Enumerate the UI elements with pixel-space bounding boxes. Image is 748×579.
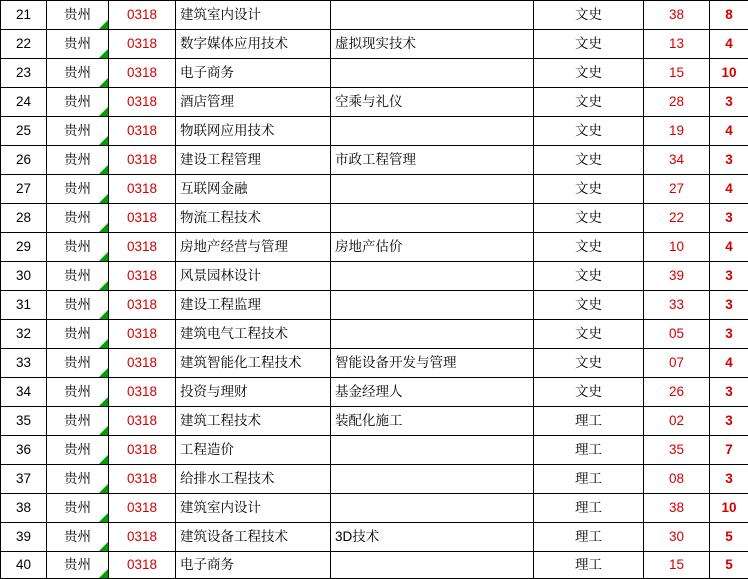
cell-province[interactable]: 贵州 — [47, 262, 109, 291]
cell-major[interactable]: 建筑工程技术 — [176, 407, 331, 436]
comment-marker-icon — [99, 484, 108, 493]
cell-category[interactable]: 文史 — [534, 291, 644, 320]
cell-code[interactable]: 0318 — [109, 1, 176, 30]
cell-direction[interactable] — [331, 175, 534, 204]
cell-index[interactable]: 29 — [1, 233, 47, 262]
cell-index[interactable]: 38 — [1, 494, 47, 523]
cell-province[interactable]: 贵州 — [47, 146, 109, 175]
cell-category[interactable]: 文史 — [534, 1, 644, 30]
cell-category[interactable]: 文史 — [534, 204, 644, 233]
cell-direction[interactable]: 虚拟现实技术 — [331, 30, 534, 59]
cell-category[interactable]: 文史 — [534, 262, 644, 291]
cell-major[interactable]: 建筑室内设计 — [176, 494, 331, 523]
cell-count[interactable]: 5 — [710, 552, 748, 579]
table-row[interactable] — [1, 494, 748, 523]
cell-score[interactable]: 15 — [644, 552, 710, 579]
cell-category[interactable]: 理工 — [534, 552, 644, 579]
comment-marker-icon — [99, 310, 108, 319]
cell-category[interactable]: 文史 — [534, 175, 644, 204]
cell-category[interactable]: 文史 — [534, 233, 644, 262]
cell-direction[interactable] — [331, 204, 534, 233]
cell-count[interactable]: 3 — [710, 146, 748, 175]
cell-index[interactable]: 30 — [1, 262, 47, 291]
cell-count[interactable]: 8 — [710, 1, 748, 30]
cell-count[interactable]: 10 — [710, 494, 748, 523]
cell-count[interactable]: 4 — [710, 349, 748, 378]
cell-code[interactable]: 0318 — [109, 88, 176, 117]
cell-category[interactable]: 理工 — [534, 465, 644, 494]
comment-marker-icon — [99, 339, 108, 348]
cell-category[interactable]: 文史 — [534, 88, 644, 117]
cell-index[interactable]: 27 — [1, 175, 47, 204]
table-row[interactable] — [1, 407, 748, 436]
comment-marker-icon — [99, 20, 108, 29]
cell-index[interactable]: 39 — [1, 523, 47, 552]
cell-score[interactable]: 38 — [644, 1, 710, 30]
cell-direction[interactable] — [331, 59, 534, 88]
cell-category[interactable]: 文史 — [534, 30, 644, 59]
cell-province[interactable]: 贵州 — [47, 59, 109, 88]
cell-code[interactable]: 0318 — [109, 523, 176, 552]
cell-score[interactable]: 02 — [644, 407, 710, 436]
cell-direction[interactable] — [331, 436, 534, 465]
cell-score[interactable]: 34 — [644, 146, 710, 175]
cell-score[interactable]: 35 — [644, 436, 710, 465]
comment-marker-icon — [99, 281, 108, 290]
table-body — [1, 1, 748, 579]
cell-index[interactable]: 32 — [1, 320, 47, 349]
cell-count[interactable]: 3 — [710, 378, 748, 407]
cell-province[interactable]: 贵州 — [47, 204, 109, 233]
comment-marker-icon — [99, 107, 108, 116]
cell-major[interactable]: 工程造价 — [176, 436, 331, 465]
cell-index[interactable]: 31 — [1, 291, 47, 320]
cell-category[interactable]: 理工 — [534, 523, 644, 552]
cell-score[interactable]: 27 — [644, 175, 710, 204]
table-row[interactable] — [1, 146, 748, 175]
cell-code[interactable]: 0318 — [109, 233, 176, 262]
cell-major[interactable]: 房地产经营与管理 — [176, 233, 331, 262]
cell-province[interactable]: 贵州 — [47, 378, 109, 407]
cell-major[interactable]: 投资与理财 — [176, 378, 331, 407]
table-row[interactable] — [1, 349, 748, 378]
cell-index[interactable]: 35 — [1, 407, 47, 436]
cell-direction[interactable] — [331, 262, 534, 291]
cell-category[interactable]: 文史 — [534, 320, 644, 349]
table-row[interactable] — [1, 30, 748, 59]
cell-score[interactable]: 39 — [644, 262, 710, 291]
cell-major[interactable]: 物流工程技术 — [176, 204, 331, 233]
cell-count[interactable]: 7 — [710, 436, 748, 465]
cell-province[interactable]: 贵州 — [47, 175, 109, 204]
cell-score[interactable]: 15 — [644, 59, 710, 88]
cell-province[interactable]: 贵州 — [47, 1, 109, 30]
cell-province[interactable]: 贵州 — [47, 320, 109, 349]
cell-count[interactable]: 3 — [710, 204, 748, 233]
cell-code[interactable]: 0318 — [109, 59, 176, 88]
cell-major[interactable]: 建筑室内设计 — [176, 1, 331, 30]
cell-index[interactable]: 40 — [1, 552, 47, 579]
table-row[interactable] — [1, 320, 748, 349]
cell-code[interactable]: 0318 — [109, 436, 176, 465]
cell-code[interactable]: 0318 — [109, 117, 176, 146]
cell-category[interactable]: 文史 — [534, 349, 644, 378]
cell-count[interactable]: 4 — [710, 175, 748, 204]
cell-count[interactable]: 10 — [710, 59, 748, 88]
cell-category[interactable]: 文史 — [534, 59, 644, 88]
cell-score[interactable]: 26 — [644, 378, 710, 407]
cell-code[interactable]: 0318 — [109, 146, 176, 175]
cell-province[interactable]: 贵州 — [47, 88, 109, 117]
cell-index[interactable]: 24 — [1, 88, 47, 117]
cell-category[interactable]: 理工 — [534, 494, 644, 523]
cell-province[interactable]: 贵州 — [47, 436, 109, 465]
cell-count[interactable]: 4 — [710, 233, 748, 262]
cell-index[interactable]: 34 — [1, 378, 47, 407]
cell-score[interactable]: 13 — [644, 30, 710, 59]
cell-major[interactable]: 建筑设备工程技术 — [176, 523, 331, 552]
cell-index[interactable]: 26 — [1, 146, 47, 175]
cell-score[interactable]: 08 — [644, 465, 710, 494]
cell-major[interactable]: 电子商务 — [176, 552, 331, 579]
cell-major[interactable]: 酒店管理 — [176, 88, 331, 117]
comment-marker-icon — [99, 49, 108, 58]
cell-direction[interactable]: 智能设备开发与管理 — [331, 349, 534, 378]
table-row[interactable] — [1, 233, 748, 262]
comment-marker-icon — [99, 513, 108, 522]
comment-marker-icon — [99, 368, 108, 377]
comment-marker-icon — [99, 136, 108, 145]
table-row[interactable] — [1, 436, 748, 465]
cell-code[interactable]: 0318 — [109, 175, 176, 204]
cell-code[interactable]: 0318 — [109, 262, 176, 291]
cell-direction[interactable] — [331, 117, 534, 146]
cell-score[interactable]: 22 — [644, 204, 710, 233]
cell-count[interactable]: 3 — [710, 465, 748, 494]
cell-direction[interactable]: 3D技术 — [331, 523, 534, 552]
table-row[interactable] — [1, 291, 748, 320]
cell-direction[interactable] — [331, 494, 534, 523]
cell-score[interactable]: 38 — [644, 494, 710, 523]
cell-count[interactable]: 5 — [710, 523, 748, 552]
cell-code[interactable]: 0318 — [109, 30, 176, 59]
comment-marker-icon — [99, 252, 108, 261]
cell-direction[interactable]: 装配化施工 — [331, 407, 534, 436]
cell-category[interactable]: 文史 — [534, 146, 644, 175]
cell-category[interactable]: 理工 — [534, 407, 644, 436]
cell-major[interactable]: 建设工程管理 — [176, 146, 331, 175]
cell-index[interactable]: 37 — [1, 465, 47, 494]
cell-count[interactable]: 3 — [710, 407, 748, 436]
cell-index[interactable]: 22 — [1, 30, 47, 59]
cell-major[interactable]: 建筑智能化工程技术 — [176, 349, 331, 378]
cell-province[interactable]: 贵州 — [47, 30, 109, 59]
cell-province[interactable]: 贵州 — [47, 407, 109, 436]
cell-code[interactable]: 0318 — [109, 465, 176, 494]
cell-major[interactable]: 互联网金融 — [176, 175, 331, 204]
cell-major[interactable]: 物联网应用技术 — [176, 117, 331, 146]
cell-major[interactable]: 电子商务 — [176, 59, 331, 88]
table-row[interactable] — [1, 552, 748, 579]
cell-major[interactable]: 建筑电气工程技术 — [176, 320, 331, 349]
cell-score[interactable]: 33 — [644, 291, 710, 320]
comment-marker-icon — [99, 194, 108, 203]
cell-category[interactable]: 文史 — [534, 117, 644, 146]
cell-score[interactable]: 05 — [644, 320, 710, 349]
comment-marker-icon — [99, 426, 108, 435]
cell-province[interactable]: 贵州 — [47, 291, 109, 320]
cell-code[interactable]: 0318 — [109, 349, 176, 378]
comment-marker-icon — [99, 397, 108, 406]
cell-count[interactable]: 3 — [710, 320, 748, 349]
cell-category[interactable]: 理工 — [534, 436, 644, 465]
table-row[interactable] — [1, 465, 748, 494]
cell-score[interactable]: 28 — [644, 88, 710, 117]
cell-code[interactable]: 0318 — [109, 291, 176, 320]
comment-marker-icon — [99, 223, 108, 232]
cell-direction[interactable] — [331, 465, 534, 494]
cell-province[interactable]: 贵州 — [47, 117, 109, 146]
cell-code[interactable]: 0318 — [109, 320, 176, 349]
table-row[interactable] — [1, 1, 748, 30]
cell-code[interactable]: 0318 — [109, 204, 176, 233]
cell-code[interactable]: 0318 — [109, 407, 176, 436]
cell-major[interactable]: 建设工程监理 — [176, 291, 331, 320]
cell-major[interactable]: 风景园林设计 — [176, 262, 331, 291]
cell-direction[interactable] — [331, 320, 534, 349]
cell-index[interactable]: 25 — [1, 117, 47, 146]
cell-score[interactable]: 10 — [644, 233, 710, 262]
table-row[interactable] — [1, 204, 748, 233]
cell-index[interactable]: 23 — [1, 59, 47, 88]
cell-province[interactable]: 贵州 — [47, 494, 109, 523]
cell-count[interactable]: 3 — [710, 291, 748, 320]
cell-score[interactable]: 07 — [644, 349, 710, 378]
table-row[interactable] — [1, 117, 748, 146]
comment-marker-icon — [99, 455, 108, 464]
cell-direction[interactable] — [331, 291, 534, 320]
comment-marker-icon — [99, 542, 108, 551]
cell-code[interactable]: 0318 — [109, 552, 176, 579]
cell-score[interactable]: 19 — [644, 117, 710, 146]
cell-code[interactable]: 0318 — [109, 494, 176, 523]
cell-major[interactable]: 数字媒体应用技术 — [176, 30, 331, 59]
cell-province[interactable]: 贵州 — [47, 465, 109, 494]
cell-province[interactable]: 贵州 — [47, 349, 109, 378]
cell-category[interactable]: 文史 — [534, 378, 644, 407]
cell-code[interactable]: 0318 — [109, 378, 176, 407]
comment-marker-icon — [99, 569, 108, 578]
comment-marker-icon — [99, 78, 108, 87]
cell-direction[interactable] — [331, 1, 534, 30]
cell-index[interactable]: 36 — [1, 436, 47, 465]
cell-index[interactable]: 28 — [1, 204, 47, 233]
cell-count[interactable]: 4 — [710, 117, 748, 146]
cell-province[interactable]: 贵州 — [47, 552, 109, 579]
cell-direction[interactable]: 基金经理人 — [331, 378, 534, 407]
cell-direction[interactable]: 房地产估价 — [331, 233, 534, 262]
cell-index[interactable]: 21 — [1, 1, 47, 30]
table-row[interactable] — [1, 175, 748, 204]
cell-major[interactable]: 给排水工程技术 — [176, 465, 331, 494]
cell-direction[interactable] — [331, 552, 534, 579]
table-row[interactable] — [1, 262, 748, 291]
table-row[interactable] — [1, 88, 748, 117]
table-row[interactable] — [1, 59, 748, 88]
comment-marker-icon — [99, 165, 108, 174]
table-row[interactable] — [1, 378, 748, 407]
cell-province[interactable]: 贵州 — [47, 523, 109, 552]
cell-count[interactable]: 4 — [710, 30, 748, 59]
cell-count[interactable]: 3 — [710, 88, 748, 117]
cell-index[interactable]: 33 — [1, 349, 47, 378]
cell-score[interactable]: 30 — [644, 523, 710, 552]
cell-province[interactable]: 贵州 — [47, 233, 109, 262]
cell-count[interactable]: 3 — [710, 262, 748, 291]
table-row[interactable] — [1, 523, 748, 552]
cell-direction[interactable]: 空乘与礼仪 — [331, 88, 534, 117]
cell-direction[interactable]: 市政工程管理 — [331, 146, 534, 175]
